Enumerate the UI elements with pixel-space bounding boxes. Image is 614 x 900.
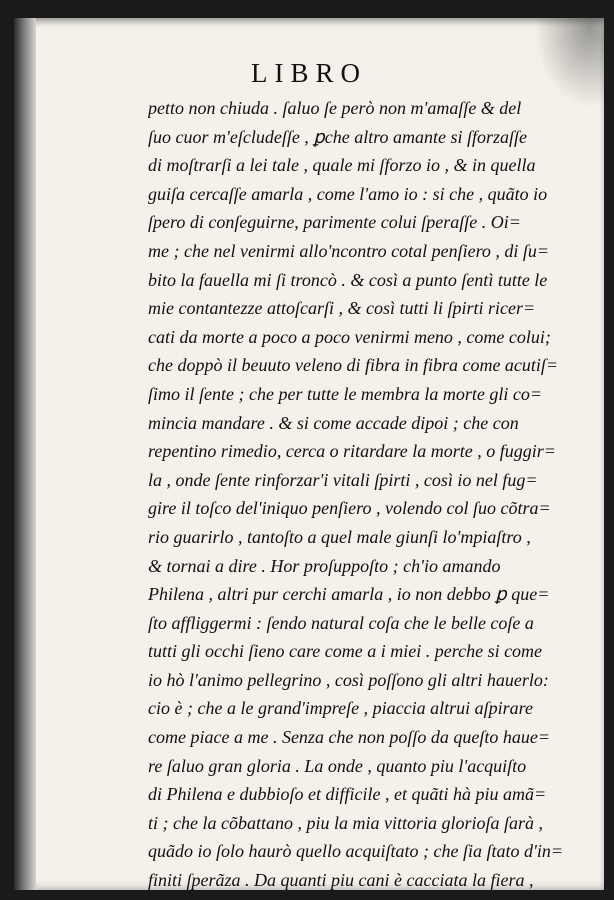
text-line: mie contantezze attoſcarſi , & così tutti li ſpirti ricer=: [148, 298, 536, 319]
book-page: [14, 18, 604, 890]
text-line: rio guarirlo , tantoſto a quel male giunſi lo'mpiaſtro ,: [148, 526, 531, 547]
text-line: ſto affliggermi : ſendo natural coſa che le belle coſe a: [148, 612, 534, 633]
running-head: LIBRO: [251, 58, 367, 88]
text-line: repentino rimedio, cerca o ritardare la morte , o fuggir=: [148, 441, 556, 462]
text-line: mincia mandare . & si come accade dipoi ; che con: [148, 412, 519, 433]
text-line: quãdo io ſolo haurò quello acquiſtato ; che ſia ſtato d'in=: [148, 841, 563, 862]
text-block: [148, 94, 596, 895]
text-line: ſimo il ſente ; che per tutte le membra la morte gli co=: [148, 383, 543, 404]
text-line: la , onde ſente rinforzar'i vitali ſpirti , così io nel fug=: [148, 469, 538, 490]
text-line: petto non chiuda . ſaluo ſe però non m'amaſſe & del: [148, 98, 522, 118]
text-line: guiſa cercaſſe amarla , come l'amo io : si che , quãto io: [148, 183, 548, 204]
text-line: cati da morte a poco a poco venirmi meno , come colui;: [148, 326, 551, 347]
text-line: re ſaluo gran gloria . La onde , quanto piu l'acquiſto: [148, 755, 527, 776]
text-line: ſpero di conſeguirne, parimente colui ſperaſſe . Oi=: [148, 212, 521, 233]
text-line: di moſtrarſi a lei tale , quale mi ſforzo io , & in quella: [148, 155, 536, 176]
text-line: finiti ſperãza . Da quanti piu cani è cacciata la fiera ,: [148, 870, 534, 891]
text-line: cio è ; che a le grand'impreſe , piaccia altrui aſpirare: [148, 698, 533, 719]
text-line: che doppò il beuuto veleno di fibra in fibra come acutiſ=: [148, 355, 559, 376]
text-line: & tornai a dire . Hor proſuppoſto ; ch'io amando: [148, 555, 501, 576]
text-line: ſuo cuor m'eſcludeſſe , ꝑche altro amante si ſforzaſſe: [148, 126, 528, 147]
text-line: come piace a me . Senza che non poſſo da queſto haue=: [148, 727, 551, 748]
page-gutter-shadow: [14, 18, 36, 890]
text-line: gire il toſco del'iniquo penſiero , volendo col ſuo cõtra=: [148, 498, 551, 519]
text-line: di Philena e dubbioſo et difficile , et quãti hà piu amã=: [148, 784, 547, 805]
text-line: Philena , altri pur cerchi amarla , io non debbo ꝑ que=: [148, 584, 550, 605]
text-line: me ; che nel venirmi allo'ncontro cotal penſiero , di ſu=: [148, 240, 550, 261]
text-line: ti ; che la cõbattano , piu la mia vittoria glorioſa ſarà ,: [148, 812, 543, 833]
text-line: tutti gli occhi ſieno care come a i miei . perche si come: [148, 641, 543, 662]
text-line: bito la fauella mi ſi troncò . & così a punto ſentì tutte le: [148, 269, 548, 290]
text-line: io hò l'animo pellegrino , così poſſono gli altri hauerlo:: [148, 669, 549, 690]
